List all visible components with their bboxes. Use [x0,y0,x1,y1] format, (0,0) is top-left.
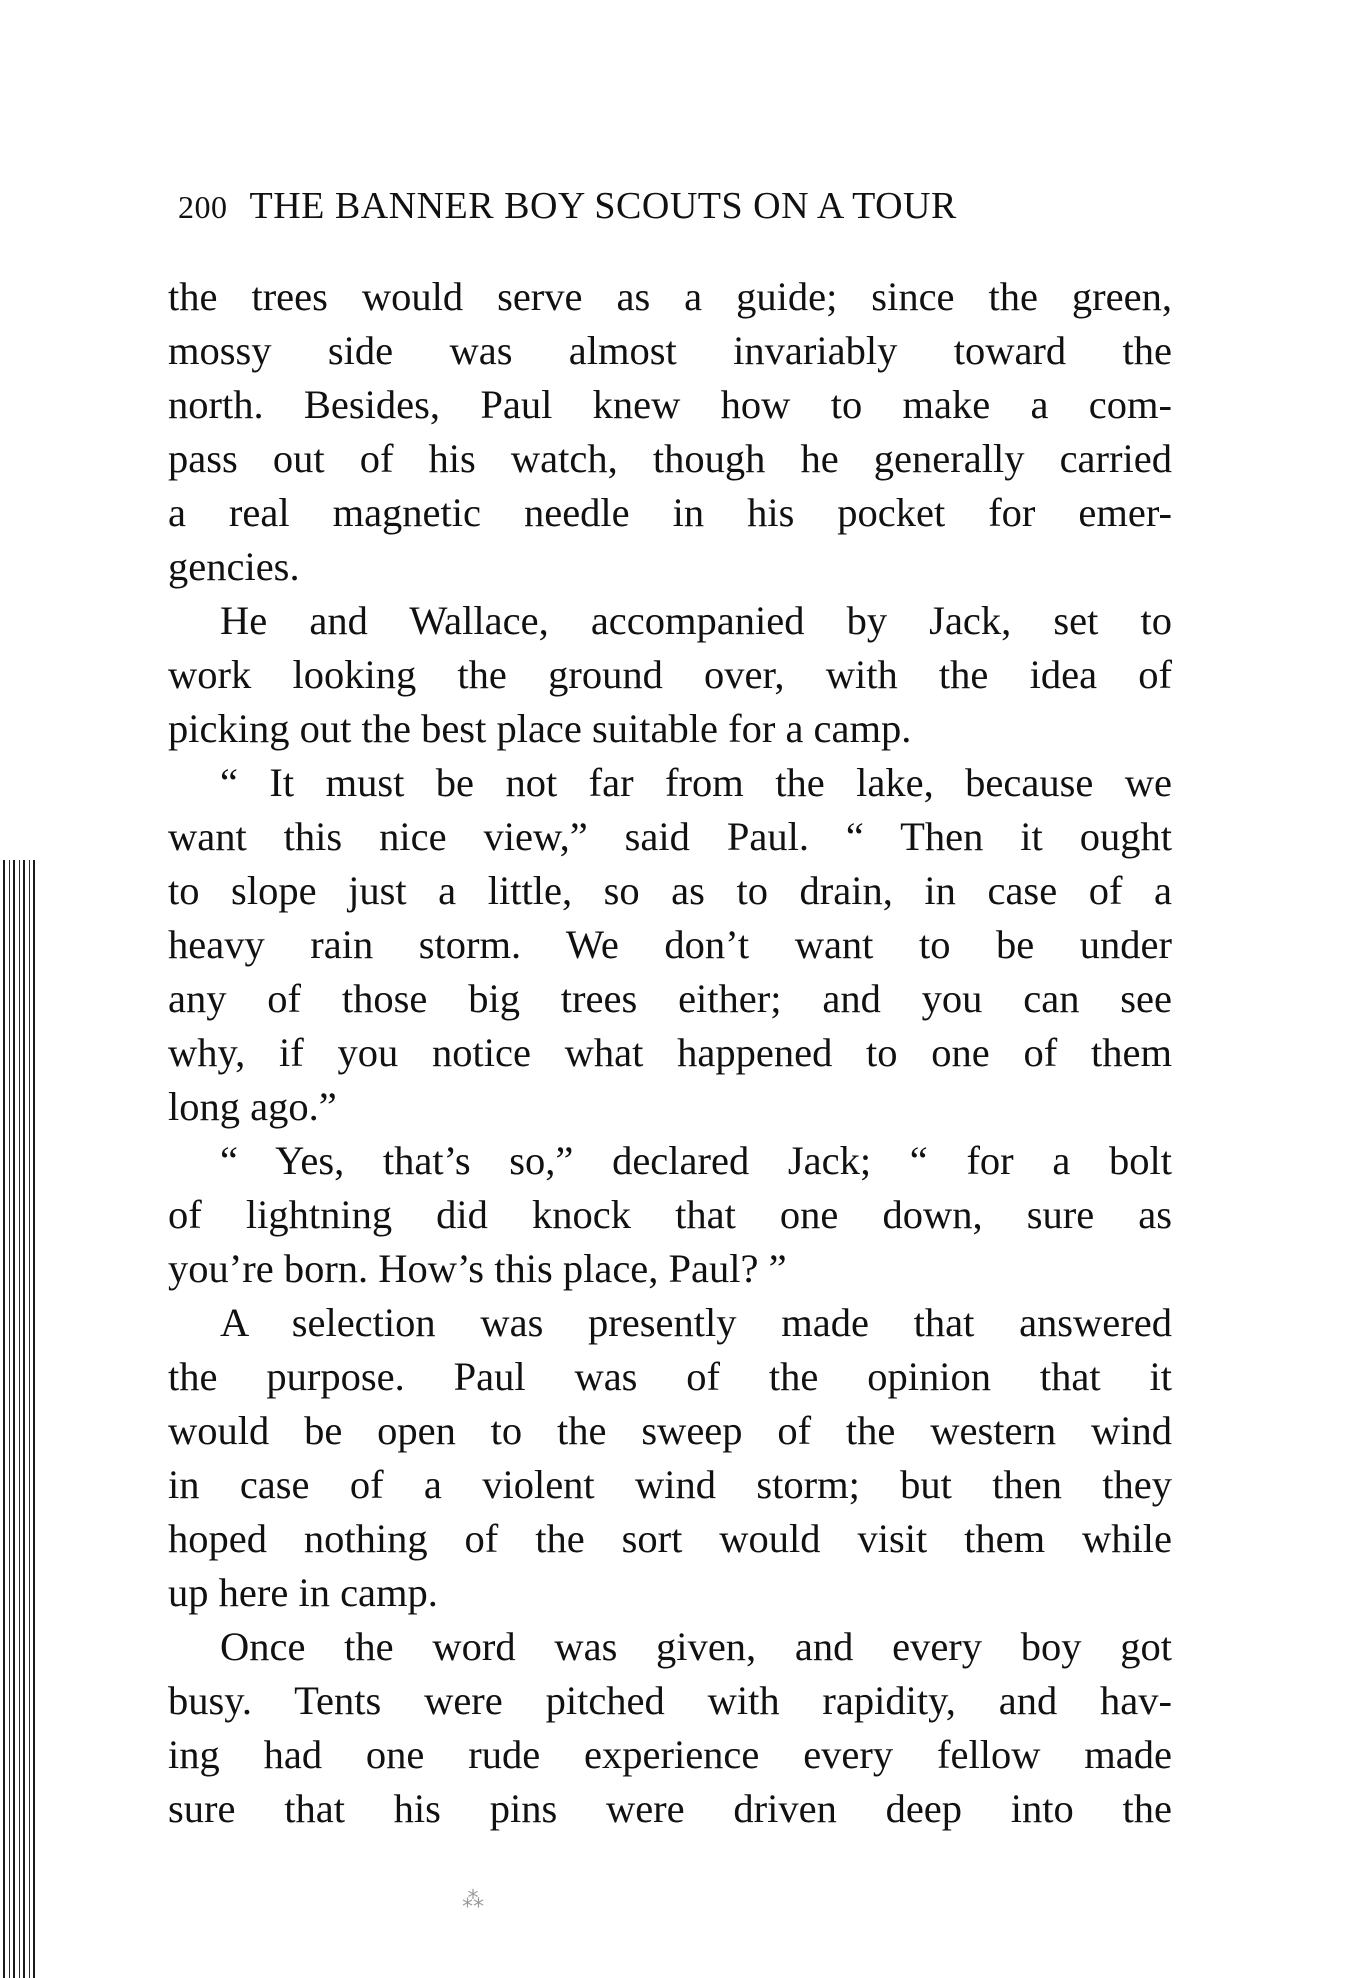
text-line: long ago.” [168,1084,337,1129]
paragraph [168,756,1172,1134]
text-line: to slope just a little, so as to drain, in case of a [168,868,1172,913]
running-header [178,184,1178,228]
text-line: up here in camp. [168,1570,438,1615]
text-line: A selection was presently made that answered [220,1300,1172,1345]
text-line: busy. Tents were pitched with rapidity, and hav- [168,1678,1172,1723]
running-title: THE BANNER BOY SCOUTS ON A TOUR [249,185,957,227]
paragraph [168,270,1172,594]
page-number: 200 [178,189,228,225]
text-line: He and Wallace, accompanied by Jack, set to [220,598,1172,643]
text-line: of lightning did knock that one down, sure as [168,1192,1172,1237]
text-line: a real magnetic needle in his pocket for emer- [168,490,1172,535]
text-line: any of those big trees either; and you can see [168,976,1172,1021]
text-line: the purpose. Paul was of the opinion that it [168,1354,1172,1399]
text-line: would be open to the sweep of the western wind [168,1408,1172,1453]
text-line: north. Besides, Paul knew how to make a com- [168,382,1172,427]
text-line: you’re born. How’s this place, Paul? ” [168,1246,787,1291]
printer-mark-smudge: ⁂ [462,1888,484,1913]
text-line: work looking the ground over, with the idea of [168,652,1172,697]
text-line: “ Yes, that’s so,” declared Jack; “ for a bolt [220,1138,1172,1183]
book-binding-edge [0,860,36,1978]
text-line: in case of a violent wind storm; but then they [168,1462,1172,1507]
paragraph [168,1296,1172,1620]
text-line: the trees would serve as a guide; since the green, [168,274,1172,319]
text-line: sure that his pins were driven deep into the [168,1786,1172,1831]
text-line: want this nice view,” said Paul. “ Then it ought [168,814,1172,859]
text-line: heavy rain storm. We don’t want to be under [168,922,1172,967]
text-line: picking out the best place suitable for a camp. [168,706,912,751]
text-line: Once the word was given, and every boy got [220,1624,1172,1669]
text-line: hoped nothing of the sort would visit them while [168,1516,1172,1561]
text-line: gencies. [168,544,300,589]
text-line: pass out of his watch, though he generally carried [168,436,1172,481]
text-line: why, if you notice what happened to one of them [168,1030,1172,1075]
text-line: “ It must be not far from the lake, because we [220,760,1172,805]
body-text [168,270,1172,1836]
paragraph [168,1134,1172,1296]
paragraph [168,594,1172,756]
text-line: mossy side was almost invariably toward the [168,328,1172,373]
text-line: ing had one rude experience every fellow made [168,1732,1172,1777]
paragraph [168,1620,1172,1836]
